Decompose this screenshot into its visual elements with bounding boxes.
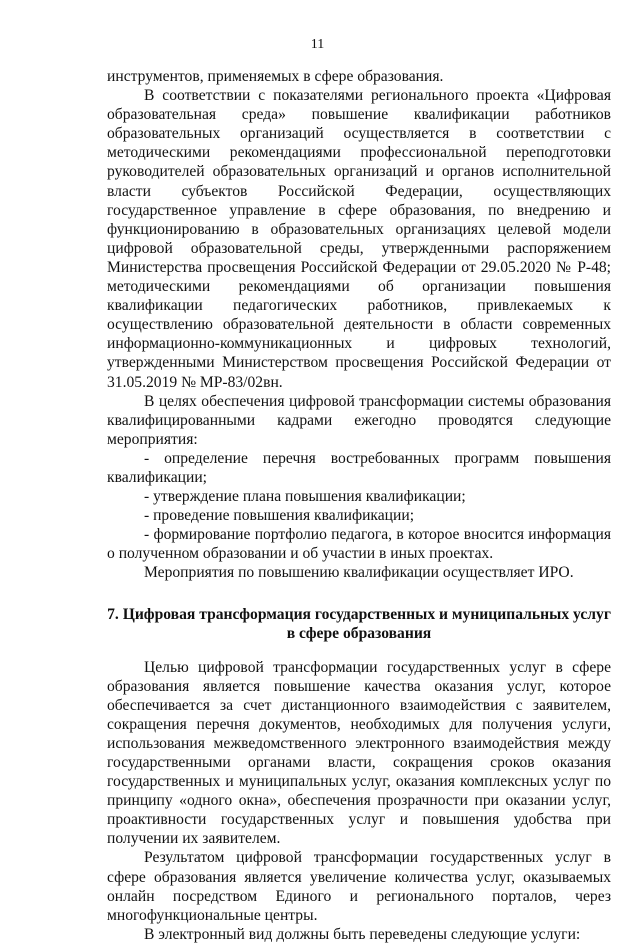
- list-item: - формирование портфолио педагога, в которое вносится информация о полученном образовании и об участии в иных проектах.: [107, 526, 611, 563]
- document-body: [107, 67, 611, 944]
- list-item: - утверждение плана повышения квалификации;: [144, 488, 466, 506]
- paragraph-services-intro: В электронный вид должны быть переведены следующие услуги:: [144, 925, 581, 943]
- paragraph-goal: Целью цифровой трансформации государственных услуг в сфере образования является повышение качества оказания услуг, которое обеспечивается за счет дистанционного взаимодействия с заявителем, сокращения перечня документов, необходимых для получения услуги, использования межведомственного электронного взаимодействия между государственными органами власти, сокращения сроков оказания государственных и муниципальных услуг, оказания комплексных услуг по принципу «одного окна», обеспечения прозрачности при оказании услуг, проактивности государственных услуг и повышения удобства при получении их заявителем.: [107, 658, 611, 848]
- paragraph-measures-intro: В целях обеспечения цифровой трансформации системы образования квалифицированными кадрами ежегодно проводятся следующие мероприятия:: [107, 392, 611, 448]
- list-item: - проведение повышения квалификации;: [144, 507, 415, 525]
- paragraph-regional-project: В соответствии с показателями регионального проекта «Цифровая образовательная среда» повышение квалификации работников образовательных организаций осуществляется в соответствии с методическими рекомендациями профессиональной переподготовки руководителей образовательных организаций и органов исполнительной власти субъектов Российской Федерации, осуществляющих государственное управление в сфере образования, по внедрению и функционированию в образовательных организациях целевой модели цифровой образовательной среды, утвержденными распоряжением Министерства просвещения Российской Федерации от 29.05.2020 № Р-48; методическими рекомендациями об организации повышения квалификации педагогических работников, привлекаемых к осуществлению образовательной деятельности в области современных информационно-коммуникационных и цифровых технологий, утвержденными Министерством просвещения Российской Федерации от 31.05.2019 № МР-83/02вн.: [107, 87, 611, 391]
- section-heading-line2: в сфере образования: [286, 625, 432, 643]
- list-item: - определение перечня востребованных программ повышения квалификации;: [107, 449, 611, 486]
- page-number: 11: [310, 37, 325, 52]
- paragraph-continuation: инструментов, применяемых в сфере образования.: [107, 68, 444, 85]
- section-heading: [107, 605, 611, 644]
- section-heading-line1: 7. Цифровая трансформация государственных и муниципальных услуг: [107, 605, 611, 623]
- paragraph-iro: Мероприятия по повышению квалификации осуществляет ИРО.: [144, 564, 574, 582]
- paragraph-result: Результатом цифровой трансформации государственных услуг в сфере образования является увеличение количества услуг, оказываемых онлайн посредством Единого и регионального порталов, через многофункциональные центры.: [107, 849, 611, 924]
